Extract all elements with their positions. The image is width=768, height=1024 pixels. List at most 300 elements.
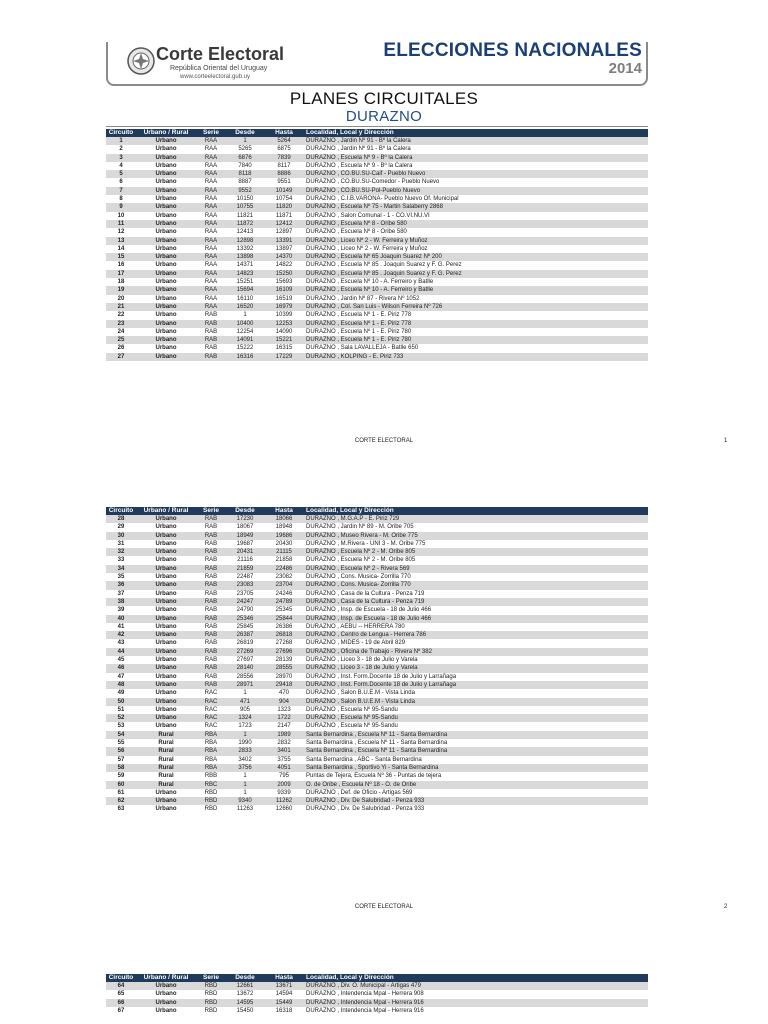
cell-location-address: DURAZNO , Escuela Nº 75 - Martin Salaberry 2868 (304, 203, 648, 211)
table-row (106, 681, 648, 689)
cell-series: RAB (196, 581, 226, 589)
cell-circuit-number: 29 (117, 524, 125, 531)
cell-range-to: 27268 (275, 640, 293, 647)
cell-range-to: 28555 (264, 664, 304, 672)
cell-range-to: 7839 (264, 154, 304, 162)
cell-range-from: 12898 (226, 237, 264, 245)
cell-range-to: 5264 (264, 137, 304, 145)
table-row (106, 532, 648, 540)
cell-range-from: 18067 (236, 524, 254, 531)
table-row (106, 772, 648, 780)
cell-series: RAA (196, 203, 226, 211)
cell-series: RBD (196, 999, 226, 1007)
cell-circuit-number: 21 (106, 303, 136, 311)
cell-location-address: DURAZNO , Liceo Nº 2 - W. Ferreira y Muñoz (304, 237, 648, 245)
cell-zone-type: Urbano (136, 631, 196, 639)
cell-zone-type: Rural (158, 756, 174, 763)
cell-range-from: 1 (243, 773, 247, 780)
cell-series: RAB (204, 345, 218, 352)
cell-range-from: 2833 (226, 747, 264, 755)
cell-range-from: 28556 (236, 673, 254, 680)
cell-location-address: DURAZNO , Div. O. Municipal - Artigas 479 (304, 982, 648, 990)
cell-series: RAA (196, 270, 226, 278)
subtitle-divider (106, 126, 648, 127)
cell-series: RAA (204, 295, 218, 302)
cell-circuit-number: 27 (106, 353, 136, 361)
cell-zone-type: Urbano (155, 690, 177, 697)
cell-zone-type: Urbano (155, 657, 177, 664)
cell-circuit-number: 67 (117, 1007, 125, 1014)
cell-zone-type: Rural (158, 740, 174, 747)
table-row (106, 781, 648, 789)
cell-circuit-number: 22 (117, 312, 125, 319)
cell-circuit-number: 17 (106, 270, 136, 278)
table-row (106, 178, 648, 186)
cell-series: RBD (196, 797, 226, 805)
cell-circuit-number: 42 (106, 631, 136, 639)
cell-series: RAB (196, 648, 226, 656)
cell-series: RBD (204, 1007, 218, 1014)
cell-range-from: 22487 (236, 574, 254, 581)
cell-range-to: 29418 (264, 681, 304, 689)
cell-circuit-number: 26 (117, 345, 125, 352)
cell-series: RBA (204, 756, 218, 763)
cell-circuit-number: 23 (106, 320, 136, 328)
cell-zone-type: Urbano (155, 706, 177, 713)
cell-circuit-number: 16 (117, 262, 125, 269)
cell-zone-type: Urbano (155, 1007, 177, 1014)
circuits-table-page-1 (106, 129, 648, 361)
table-row (106, 706, 648, 714)
cell-location-address: DURAZNO , Jardin Nº 87 - Rivera Nº 1052 (306, 295, 420, 302)
cell-range-from: 19687 (236, 540, 254, 547)
cell-zone-type: Urbano (155, 524, 177, 531)
cell-range-from: 7840 (238, 162, 252, 169)
cell-location-address: DURAZNO , Museo Rivera - M. Oribe 775 (304, 532, 648, 540)
table-row (106, 722, 648, 730)
table-header-row (106, 129, 648, 137)
cell-range-to: 18948 (275, 524, 293, 531)
column-header-circuit-number: Circuito (106, 129, 136, 137)
cell-series: RBD (204, 991, 218, 998)
cell-series: RAA (196, 187, 226, 195)
document-header (106, 38, 648, 88)
cell-circuit-number: 34 (106, 565, 136, 573)
cell-series: RAA (204, 162, 218, 169)
cell-series: RBD (196, 982, 226, 990)
cell-circuit-number: 18 (117, 279, 125, 286)
table-row (106, 698, 648, 706)
table-row (106, 656, 648, 664)
table-row (106, 999, 648, 1007)
cell-location-address: DURAZNO , Escuela Nº 8 - Oribe 580 (304, 220, 648, 228)
table-row (106, 220, 648, 228)
cell-zone-type: Urbano (136, 286, 196, 294)
cell-range-from: 28140 (226, 664, 264, 672)
cell-zone-type: Urbano (136, 714, 196, 722)
cell-zone-type: Urbano (155, 640, 177, 647)
event-banner (383, 40, 642, 76)
cell-zone-type: Urbano (155, 991, 177, 998)
cell-range-from: 16316 (226, 353, 264, 361)
cell-location-address: DURAZNO , Escuela Nº 2 - M. Oribe 805 (306, 557, 416, 564)
cell-zone-type: Urbano (136, 154, 196, 162)
cell-range-from: 1 (226, 137, 264, 145)
cell-circuit-number: 53 (117, 723, 125, 730)
table-row (106, 228, 648, 236)
cell-series: RAB (196, 664, 226, 672)
cell-zone-type: Urbano (155, 789, 177, 796)
cell-location-address: DURAZNO , Oficina de Trabajo - Rivera Nº 382 (304, 648, 648, 656)
cell-range-to: 18066 (264, 515, 304, 523)
page-number: 2 (724, 904, 728, 910)
cell-range-to: 25844 (264, 615, 304, 623)
table-row (106, 565, 648, 573)
cell-series: RBC (196, 781, 226, 789)
cell-circuit-number: 2 (119, 146, 123, 153)
event-title: ELECCIONES NACIONALES (383, 40, 642, 61)
cell-series: RAB (204, 328, 218, 335)
cell-series: RAA (196, 170, 226, 178)
cell-location-address: DURAZNO , Escuela Nº 1 - E. Piriz 778 (304, 320, 648, 328)
table-row (106, 764, 648, 772)
cell-location-address: DURAZNO , Jardin Nº 91 - Bº la Calera (304, 137, 648, 145)
circuits-table-page-3 (106, 974, 648, 1015)
table-row (106, 278, 648, 286)
cell-zone-type: Urbano (136, 270, 196, 278)
cell-zone-type: Urbano (155, 557, 177, 564)
cell-zone-type: Urbano (136, 303, 196, 311)
cell-circuit-number: 56 (106, 747, 136, 755)
cell-range-from: 24790 (236, 607, 254, 614)
table-row (106, 253, 648, 261)
table-row (106, 162, 648, 170)
table-row (106, 523, 648, 531)
cell-location-address: DURAZNO , Salon B.U.E.M - Vista Linda (304, 698, 648, 706)
table-row (106, 673, 648, 681)
column-header-zone-type: Urbano / Rural (136, 507, 196, 515)
cell-range-to: 1323 (277, 706, 291, 713)
cell-series: RAB (204, 640, 218, 647)
cell-range-to: 16109 (264, 286, 304, 294)
cell-circuit-number: 9 (106, 203, 136, 211)
cell-zone-type: Urbano (155, 328, 177, 335)
cell-range-from: 17230 (226, 515, 264, 523)
cell-circuit-number: 37 (117, 590, 125, 597)
cell-range-to: 16315 (275, 345, 293, 352)
cell-circuit-number: 61 (117, 789, 125, 796)
cell-location-address: DURAZNO , Escuela Nº 9 - Bº la Calera (306, 162, 413, 169)
table-row (106, 639, 648, 647)
table-row (106, 714, 648, 722)
cell-series: RAB (204, 540, 218, 547)
cell-series: RAA (196, 220, 226, 228)
column-header-zone-type: Urbano / Rural (136, 129, 196, 137)
table-row (106, 689, 648, 697)
cell-zone-type: Urbano (136, 797, 196, 805)
table-row (106, 581, 648, 589)
cell-circuit-number: 46 (106, 664, 136, 672)
cell-zone-type: Urbano (155, 162, 177, 169)
cell-zone-type: Urbano (136, 615, 196, 623)
cell-zone-type: Urbano (155, 279, 177, 286)
cell-zone-type: Urbano (136, 698, 196, 706)
cell-range-from: 1 (226, 781, 264, 789)
table-row (106, 154, 648, 162)
cell-range-from: 11821 (236, 212, 254, 219)
brand-name: Corte Electoral (156, 44, 285, 64)
cell-location-address: DURAZNO , Intendencia Mpal - Herrera 916 (304, 999, 648, 1007)
cell-series: RAB (204, 673, 218, 680)
cell-circuit-number: 59 (117, 773, 125, 780)
table-row (106, 320, 648, 328)
cell-zone-type: Urbano (136, 187, 196, 195)
table-row (106, 344, 648, 352)
cell-location-address: DURAZNO , Inst. Form.Docente 18 de Julio y Larrañaga (304, 681, 648, 689)
cell-series: RAC (204, 706, 218, 713)
cell-location-address: DURAZNO , Escuela Nº 95-Sandu (306, 706, 398, 713)
cell-range-to: 9551 (277, 179, 291, 186)
cell-location-address: DURAZNO , Liceo 3 - 18 de Julio y Varela (306, 657, 418, 664)
cell-series: RAB (196, 615, 226, 623)
column-header-range-to: Hasta (264, 507, 304, 515)
column-header-circuit-number: Circuito (106, 507, 136, 515)
cell-location-address: DURAZNO , Casa de la Cultura - Penza 719 (304, 598, 648, 606)
cell-range-to: 14370 (264, 253, 304, 261)
cell-range-to: 12253 (264, 320, 304, 328)
table-row (106, 336, 648, 344)
brand-subtitle: República Oriental del Uruguay (170, 65, 268, 72)
table-row (106, 261, 648, 269)
cell-series: RAA (204, 179, 218, 186)
cell-location-address: DURAZNO , Inst. Form.Docente 18 de Julio y Larrañaga (306, 673, 457, 680)
cell-location-address: DURAZNO , Escuela Nº 85 . Joaquin Suarez y F. G. Perez (304, 270, 648, 278)
cell-zone-type: Urbano (155, 673, 177, 680)
cell-zone-type: Urbano (136, 548, 196, 556)
cell-range-from: 14091 (226, 336, 264, 344)
cell-range-to: 25345 (275, 607, 293, 614)
circuits-table-page-2 (106, 507, 648, 814)
cell-circuit-number: 33 (117, 557, 125, 564)
cell-location-address: DURAZNO , Cons. Musica- Zorrilla 770 (304, 581, 648, 589)
cell-range-from: 1 (243, 789, 247, 796)
cell-location-address: DURAZNO , Escuela Nº 1 - E. Piriz 780 (304, 336, 648, 344)
cell-circuit-number: 15 (106, 253, 136, 261)
cell-range-from: 10150 (236, 196, 254, 203)
cell-series: RAA (196, 286, 226, 294)
cell-series: RAB (204, 590, 218, 597)
table-row (106, 295, 648, 303)
cell-location-address: Santa Bernardina , Escuela Nº 11 - Santa Bernardina (304, 731, 648, 739)
cell-zone-type: Rural (158, 773, 174, 780)
cell-location-address: DURAZNO , CO.BU.SU-Comedor - Pueblo Nuevo (306, 179, 440, 186)
column-header-location-address: Localidad, Local y Dirección (304, 974, 648, 982)
table-row (106, 137, 648, 145)
cell-range-to: 12660 (275, 806, 293, 813)
cell-location-address: DURAZNO , Escuela Nº 2 - M. Oribe 805 (304, 548, 648, 556)
cell-range-from: 13392 (236, 245, 254, 252)
table-row (106, 286, 648, 294)
cell-zone-type: Urbano (155, 212, 177, 219)
cell-range-from: 10755 (226, 203, 264, 211)
cell-range-from: 16110 (236, 295, 254, 302)
cell-location-address: DURAZNO , Centro de Lengua - Herrera 786 (304, 631, 648, 639)
cell-location-address: DURAZNO , Casa de la Cultura - Penza 719 (306, 590, 425, 597)
cell-circuit-number: 24 (117, 328, 125, 335)
cell-zone-type: Urbano (155, 723, 177, 730)
cell-range-to: 24246 (275, 590, 293, 597)
cell-series: RAA (204, 212, 218, 219)
cell-zone-type: Urbano (155, 345, 177, 352)
column-header-range-to: Hasta (264, 974, 304, 982)
cell-location-address: DURAZNO , Jardin Nº 89 - M. Oribe 705 (306, 524, 414, 531)
cell-location-address: DURAZNO , Salon Comunal - 1 - CO.VI.NU.VI (306, 212, 430, 219)
table-row (106, 631, 648, 639)
table-row (106, 145, 648, 153)
cell-range-from: 9340 (226, 797, 264, 805)
cell-range-from: 3756 (226, 764, 264, 772)
cell-circuit-number: 44 (106, 648, 136, 656)
cell-location-address: DURAZNO , Escuela Nº 10 - A. Ferreiro y Batlle (306, 279, 434, 286)
cell-zone-type: Rural (136, 747, 196, 755)
cell-series: RAB (196, 532, 226, 540)
cell-zone-type: Urbano (136, 336, 196, 344)
cell-circuit-number: 48 (106, 681, 136, 689)
cell-range-from: 27697 (236, 657, 254, 664)
document-title: PLANES CIRCUITALES (289, 89, 479, 108)
cell-location-address: DURAZNO , Sala LAVALLEJA - Batlle 650 (306, 345, 419, 352)
table-row (106, 556, 648, 564)
cell-zone-type: Urbano (136, 353, 196, 361)
table-row (106, 170, 648, 178)
table-row (106, 590, 648, 598)
cell-range-from: 15450 (236, 1007, 254, 1014)
cell-range-to: 6875 (277, 146, 291, 153)
cell-range-to: 16519 (275, 295, 293, 302)
cell-range-to: 23704 (264, 581, 304, 589)
cell-zone-type: Urbano (136, 137, 196, 145)
cell-zone-type: Urbano (136, 999, 196, 1007)
table-row (106, 606, 648, 614)
cell-series: RBA (196, 747, 226, 755)
cell-series: RAB (196, 681, 226, 689)
department-subtitle: DURAZNO (345, 108, 423, 125)
cell-range-from: 15251 (236, 279, 254, 286)
cell-location-address: Santa Bernardina , Escuela Nº 11 - Santa Bernardina (304, 747, 648, 755)
cell-zone-type: Urbano (155, 607, 177, 614)
cell-range-to: 1722 (264, 714, 304, 722)
cell-location-address: DURAZNO , Salon B.U.E.M - Vista Linda (306, 690, 415, 697)
cell-range-to: 795 (278, 773, 289, 780)
cell-location-address: DURAZNO , Liceo Nº 2 - W. Ferreira y Muñoz (306, 245, 428, 252)
cell-range-from: 23705 (236, 590, 254, 597)
cell-range-to: 15250 (264, 270, 304, 278)
cell-series: RAB (196, 548, 226, 556)
cell-range-to: 11820 (264, 203, 304, 211)
cell-zone-type: Urbano (136, 664, 196, 672)
cell-zone-type: Urbano (136, 203, 196, 211)
cell-range-to: 8886 (264, 170, 304, 178)
cell-circuit-number: 35 (117, 574, 125, 581)
column-header-series: Serie (196, 507, 226, 515)
cell-series: RAB (204, 623, 218, 630)
cell-circuit-number: 60 (106, 781, 136, 789)
cell-location-address: DURAZNO , Escuela Nº 1 - E. Piriz 778 (306, 312, 412, 319)
cell-series: RAA (204, 196, 218, 203)
cell-location-address: DURAZNO , CO.BU.SU-Pol-Pueblo Nuevo (304, 187, 648, 195)
cell-series: RAB (204, 607, 218, 614)
column-header-location-address: Localidad, Local y Dirección (304, 507, 648, 515)
column-header-series: Serie (196, 974, 226, 982)
cell-range-from: 21116 (237, 557, 253, 564)
cell-zone-type: Urbano (136, 982, 196, 990)
cell-range-to: 17229 (264, 353, 304, 361)
cell-circuit-number: 65 (117, 991, 125, 998)
cell-circuit-number: 54 (106, 731, 136, 739)
cell-range-to: 13897 (275, 245, 293, 252)
cell-series: RBA (196, 764, 226, 772)
cell-zone-type: Urbano (136, 170, 196, 178)
cell-range-to: 3755 (277, 756, 291, 763)
cell-range-from: 11872 (226, 220, 264, 228)
cell-range-to: 19686 (264, 532, 304, 540)
cell-series: RAA (204, 262, 218, 269)
cell-range-from: 13898 (226, 253, 264, 261)
cell-range-from: 12413 (236, 229, 254, 236)
table-row (106, 245, 648, 253)
cell-range-to: 10754 (275, 196, 293, 203)
cell-range-to: 3401 (264, 747, 304, 755)
cell-circuit-number: 31 (117, 540, 125, 547)
table-row (106, 195, 648, 203)
cell-zone-type: Urbano (155, 179, 177, 186)
cell-zone-type: Urbano (136, 320, 196, 328)
cell-location-address: DURAZNO , Escuela Nº 2 - Rivera 569 (304, 565, 648, 573)
column-header-series: Serie (196, 129, 226, 137)
cell-range-from: 16520 (226, 303, 264, 311)
cell-zone-type: Urbano (155, 262, 177, 269)
table-row (106, 739, 648, 747)
cell-location-address: DURAZNO , Div. De Salubridad - Penza 933 (304, 797, 648, 805)
cell-range-from: 24247 (226, 598, 264, 606)
cell-location-address: DURAZNO , Insp. de Escuela - 18 de Julio 466 (306, 607, 432, 614)
cell-zone-type: Urbano (136, 253, 196, 261)
cell-circuit-number: 45 (117, 657, 125, 664)
cell-location-address: DURAZNO , Escuela Nº 85 . Joaquin Suarez y F. G. Perez (306, 262, 462, 269)
cell-zone-type: Urbano (155, 229, 177, 236)
cell-zone-type: Urbano (155, 574, 177, 581)
cell-range-from: 18949 (226, 532, 264, 540)
table-header-row (106, 507, 648, 515)
cell-zone-type: Urbano (136, 220, 196, 228)
cell-series: RAB (204, 574, 218, 581)
cell-range-from: 20431 (226, 548, 264, 556)
cell-circuit-number: 51 (117, 706, 125, 713)
cell-location-address: DURAZNO , Cons. Musica- Zorrilla 770 (306, 574, 411, 581)
table-row (106, 548, 648, 556)
cell-range-from: 6876 (226, 154, 264, 162)
cell-series: RAA (204, 229, 218, 236)
cell-circuit-number: 66 (106, 999, 136, 1007)
cell-range-from: 10400 (226, 320, 264, 328)
cell-zone-type: Urbano (155, 312, 177, 319)
cell-zone-type: Urbano (136, 515, 196, 523)
cell-range-from: 1990 (238, 740, 252, 747)
cell-range-to: 13671 (264, 982, 304, 990)
cell-zone-type: Urbano (136, 237, 196, 245)
cell-range-to: 24789 (264, 598, 304, 606)
cell-circuit-number: 14 (117, 245, 125, 252)
